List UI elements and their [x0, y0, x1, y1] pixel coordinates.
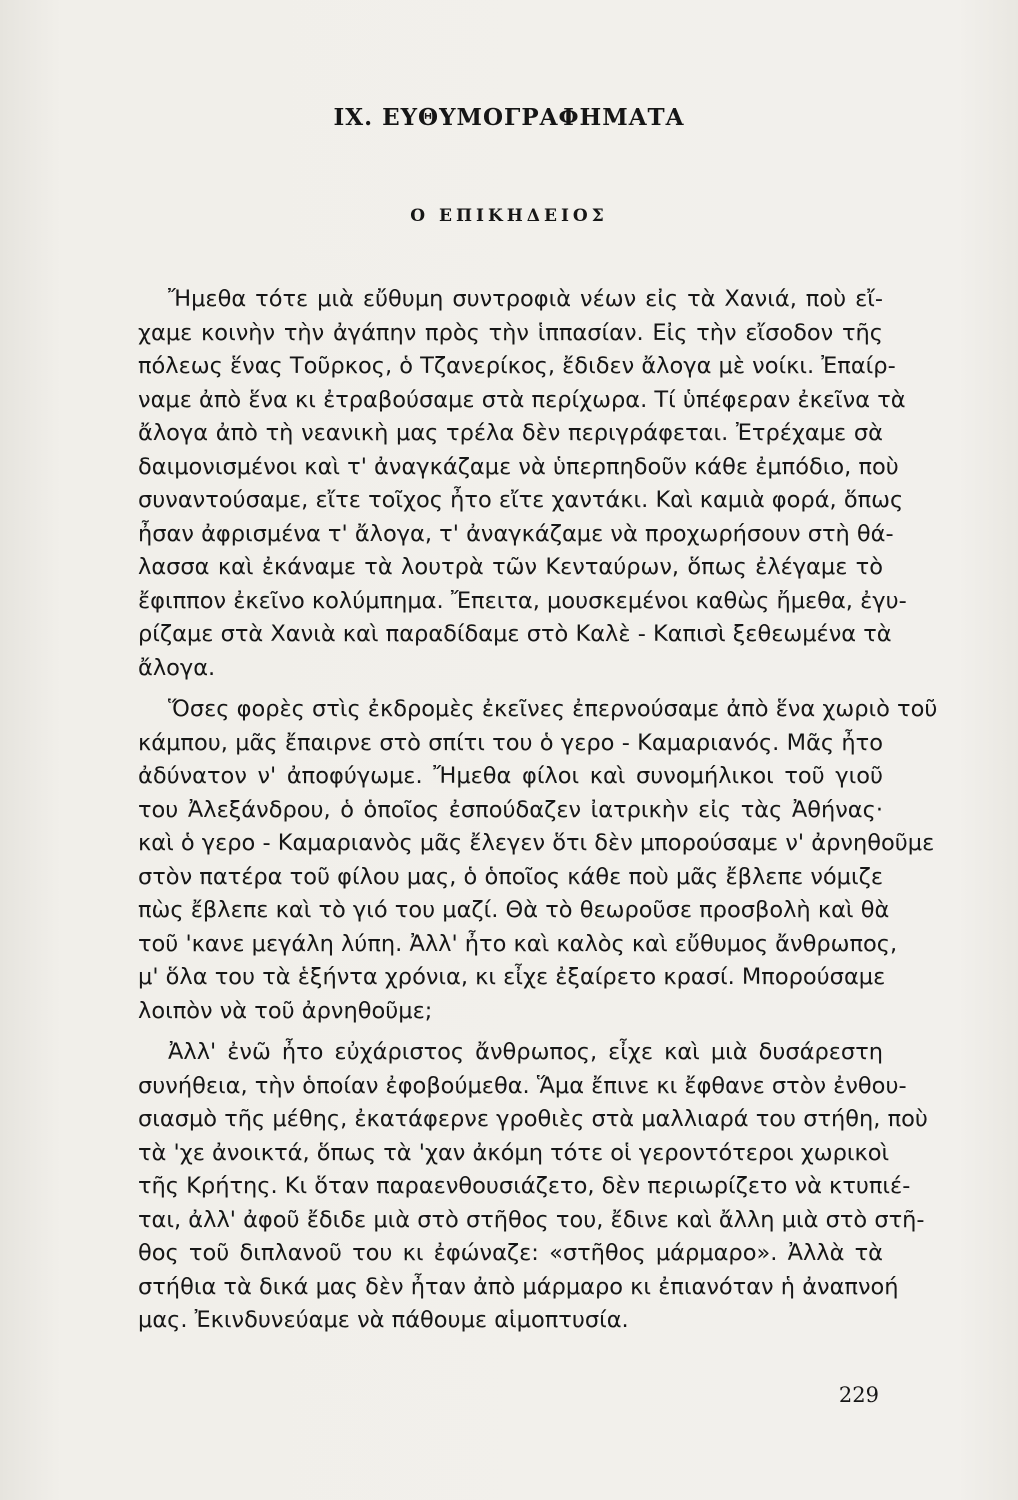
text-line: Ἀλλ' ἐνῶ ἦτο εὐχάριστος ἄνθρωπος, εἶχε καὶ μιὰ δυσάρεστη	[168, 1039, 883, 1065]
text-line: ἔφιππον ἐκεῖνο κολύμπημα. Ἔπειτα, μουσκεμένοι καθὼς ἤμεθα, ἐγυ-	[138, 587, 907, 614]
text-line: δαιμονισμένοι καὶ τ' ἀναγκάζαμε νὰ ὑπερπηδοῦν κάθε ἐμπόδιο, ποὺ	[138, 453, 899, 480]
text-line: κάμπου, μᾶς ἔπαιρνε στὸ σπίτι του ὁ γερο - Καμαριανός. Μᾶς ἦτο	[138, 729, 883, 756]
text-line: ται, ἀλλ' ἀφοῦ ἔδιδε μιὰ στὸ στῆθος του, ἔδινε καὶ ἄλλη μιὰ στὸ στῆ-	[138, 1206, 925, 1233]
paragraph-2	[138, 693, 938, 1028]
text-line: χαμε κοινὴν τὴν ἀγάπην πρὸς τὴν ἱππασίαν. Εἰς τὴν εἴσοδον τῆς	[138, 319, 883, 346]
text-line: ἄλογα.	[138, 654, 216, 681]
text-line: ἦσαν ἀφρισμένα τ' ἄλογα, τ' ἀναγκάζαμε νὰ προχωρήσουν στὴ θά-	[138, 520, 894, 547]
text-line: μ' ὅλα του τὰ ἑξήντα χρόνια, κι εἶχε ἐξαίρετο κρασί. Μπορούσαμε	[138, 964, 886, 990]
text-line: του Ἀλεξάνδρου, ὁ ὁποῖος ἐσπούδαζεν ἰατρικὴν εἰς τὰς Ἀθήνας·	[138, 796, 883, 823]
paragraph-1	[138, 283, 907, 685]
text-line: θος τοῦ διπλανοῦ του κι ἐφώναζε: «στῆθος μάρμαρο». Ἀλλὰ τὰ	[138, 1240, 883, 1266]
text-line: τῆς Κρήτης. Κι ὅταν παραενθουσιάζετο, δὲν περιωρίζετο νὰ κτυπιέ-	[138, 1173, 911, 1199]
text-line: συνήθεια, τὴν ὁποίαν ἐφοβούμεθα. Ἅμα ἔπινε κι ἔφθανε στὸν ἐνθου-	[138, 1072, 907, 1099]
text-line: μας. Ἐκινδυνεύαμε νὰ πάθουμε αἱμοπτυσία.	[138, 1307, 629, 1333]
text-line: ρίζαμε στὰ Χανιὰ καὶ παραδίδαμε στὸ Καλὲ - Καπισὶ ξεθεωμένα τὰ	[138, 621, 892, 647]
page-number: 229	[838, 1383, 879, 1407]
section-title: Ο ΕΠΙΚΗΔΕΙΟΣ	[410, 206, 608, 226]
text-line: τοῦ 'κανε μεγάλη λύπη. Ἀλλ' ἦτο καὶ καλὸς καὶ εὔθυμος ἄνθρωπος,	[138, 930, 898, 957]
text-line: στὸν πατέρα τοῦ φίλου μας, ὁ ὁποῖος κάθε ποὺ μᾶς ἔβλεπε νόμιζε	[138, 863, 883, 890]
text-line: πόλεως ἕνας Τοῦρκος, ὁ Τζανερίκος, ἔδιδεν ἄλογα μὲ νοίκι. Ἐπαίρ-	[138, 353, 896, 379]
text-line: ναμε ἀπὸ ἕνα κι ἐτραβούσαμε στὰ περίχωρα. Τί ὑπέφεραν ἐκεῖνα τὰ	[138, 386, 906, 413]
body-text	[138, 283, 938, 1346]
text-line: ἀδύνατον ν' ἀποφύγωμε. Ἤμεθα φίλοι καὶ συνομήλικοι τοῦ γιοῦ	[138, 763, 883, 789]
chapter-title: IX. ΕΥΘΥΜΟΓΡΑΦΗΜΑΤΑ	[333, 104, 685, 131]
text-line: λοιπὸν νὰ τοῦ ἀρνηθοῦμε;	[138, 997, 433, 1024]
text-line: συναντούσαμε, εἴτε τοῖχος ἦτο εἴτε χαντάκι. Καὶ καμιὰ φορά, ὅπως	[138, 487, 904, 513]
text-line: λασσα καὶ ἐκάναμε τὰ λουτρὰ τῶν Κενταύρων, ὅπως ἐλέγαμε τὸ	[138, 554, 883, 580]
paragraph-3	[138, 1036, 928, 1338]
text-line: στήθια τὰ δικά μας δὲν ἦταν ἀπὸ μάρμαρο κι ἐπιανόταν ἡ ἀναπνοή	[138, 1273, 899, 1300]
text-line: ἄλογα ἀπὸ τὴ νεανικὴ μας τρέλα δὲν περιγράφεται. Ἐτρέχαμε σὰ	[138, 420, 883, 446]
text-line: σιασμὸ τῆς μέθης, ἐκατάφερνε γροθιὲς στὰ μαλλιαρά του στήθη, ποὺ	[138, 1106, 928, 1132]
text-line: πὼς ἔβλεπε καὶ τὸ γιό του μαζί. Θὰ τὸ θεωροῦσε προσβολὴ καὶ θὰ	[138, 897, 890, 923]
text-line: καὶ ὁ γερο - Καμαριανὸς μᾶς ἔλεγεν ὅτι δὲν μπορούσαμε ν' ἀρνηθοῦμε	[138, 830, 935, 856]
text-line: Ὅσες φορὲς στὶς ἐκδρομὲς ἐκεῖνες ἐπερνούσαμε ἀπὸ ἕνα χωριὸ τοῦ	[168, 696, 938, 722]
text-line: Ἤμεθα τότε μιὰ εὔθυμη συντροφιὰ νέων εἰς τὰ Χανιά, ποὺ εἴ-	[168, 286, 883, 312]
text-line: τὰ 'χε ἀνοικτά, ὅπως τὰ 'χαν ἀκόμη τότε οἱ γεροντότεροι χωρικοὶ	[138, 1139, 890, 1166]
